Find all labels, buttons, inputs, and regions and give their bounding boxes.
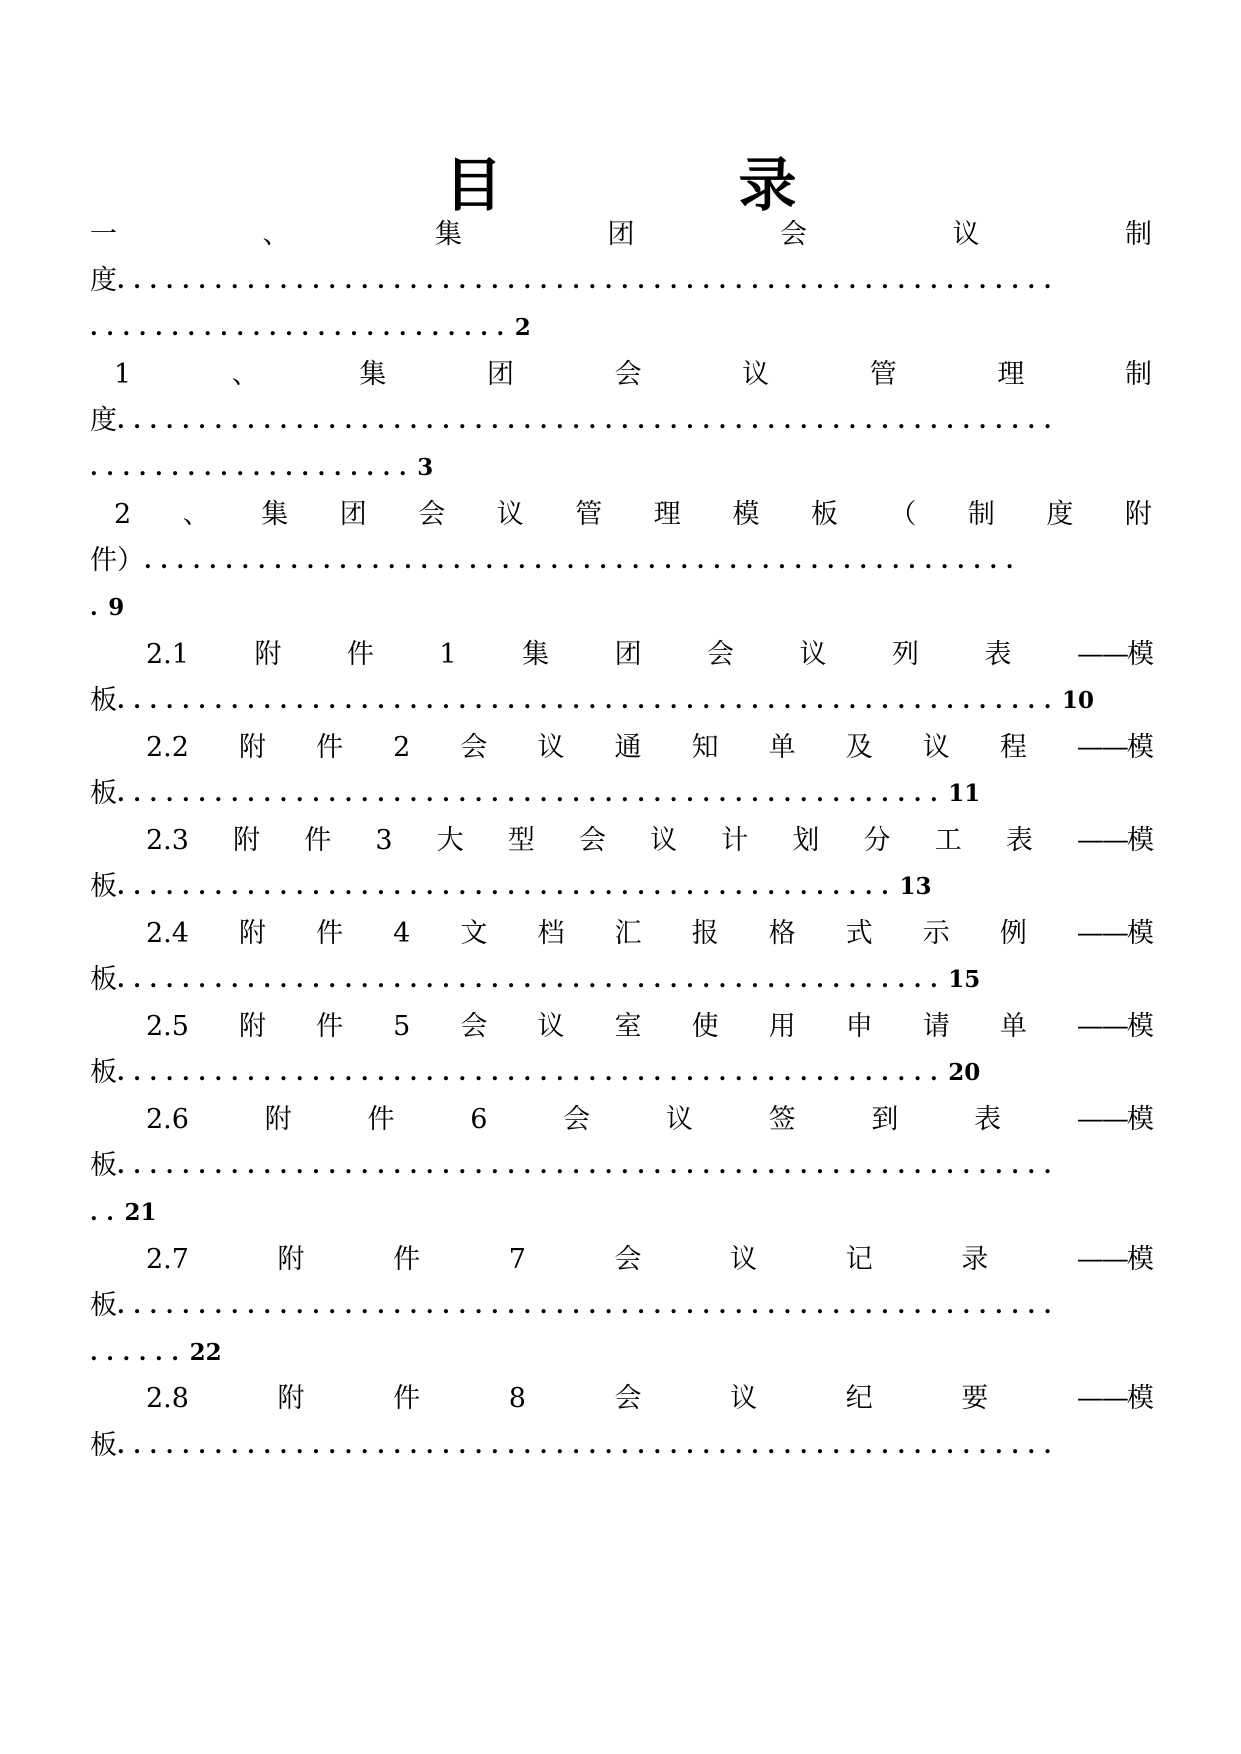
toc-heading-char: 列 bbox=[892, 639, 920, 670]
toc-heading-char: 附 bbox=[239, 732, 267, 763]
toc-heading-char: 板 bbox=[810, 499, 838, 530]
toc-heading-char: 2 bbox=[393, 732, 411, 763]
toc-heading-char: 用 bbox=[768, 1011, 796, 1042]
toc-heading-char: 制 bbox=[1124, 359, 1152, 390]
toc-heading-char: 度 bbox=[1046, 499, 1074, 530]
toc-page-number: 2 bbox=[514, 314, 531, 341]
toc-heading-char: 议 bbox=[730, 1383, 758, 1414]
toc-heading-char: 单 bbox=[999, 1011, 1027, 1042]
toc-leader-line bbox=[90, 957, 1152, 1003]
toc-heading-char: 集 bbox=[435, 219, 462, 250]
toc-heading-char: 议 bbox=[537, 732, 565, 763]
toc-heading-char: 及 bbox=[845, 732, 873, 763]
toc-heading-char: 件 bbox=[304, 825, 332, 856]
toc-heading-char: 集 bbox=[522, 639, 550, 670]
toc-heading-char: 、 bbox=[182, 499, 210, 530]
toc-heading-char: 件 bbox=[367, 1104, 395, 1135]
toc-leader-dots: .. bbox=[90, 1200, 123, 1226]
toc-heading-char: 4 bbox=[393, 918, 411, 949]
toc-heading-char: 议 bbox=[730, 1244, 758, 1275]
toc-page-number: 10 bbox=[1062, 687, 1095, 714]
toc-heading-char: 附 bbox=[1124, 499, 1152, 530]
toc-heading-char: 件 bbox=[316, 1011, 344, 1042]
toc-heading-char: 记 bbox=[845, 1244, 873, 1275]
toc-leader-dots: .......................................................... bbox=[117, 1293, 1061, 1319]
toc-leader-continuation bbox=[90, 1330, 1152, 1376]
toc-leader-dots: .................... bbox=[90, 455, 416, 481]
toc-heading-char: 1 bbox=[114, 359, 132, 390]
toc-heading-char: 工 bbox=[934, 825, 962, 856]
toc-heading-line bbox=[90, 1004, 1152, 1050]
toc-leader-start: 件） bbox=[90, 545, 144, 576]
toc-heading-char: 议 bbox=[742, 359, 770, 390]
toc-heading-char: 会 bbox=[614, 1383, 642, 1414]
toc-heading-char: 格 bbox=[768, 918, 796, 949]
toc-heading-line bbox=[90, 818, 1152, 864]
toc-heading-char: 5 bbox=[393, 1011, 411, 1042]
toc-heading-char: 一 bbox=[90, 219, 117, 250]
toc-page-number: 22 bbox=[189, 1339, 222, 1366]
toc-heading-char: 划 bbox=[792, 825, 820, 856]
toc-leader-line bbox=[90, 1050, 1152, 1096]
toc-heading-char: 大 bbox=[436, 825, 464, 856]
toc-heading-char: 2.3 bbox=[146, 825, 189, 856]
toc-heading-char: 使 bbox=[691, 1011, 719, 1042]
toc-heading-char: 团 bbox=[607, 219, 635, 250]
toc-heading-char: 表 bbox=[1005, 825, 1033, 856]
toc-heading-char: 会 bbox=[614, 1244, 642, 1275]
toc-heading-char: 汇 bbox=[614, 918, 642, 949]
toc-leader-dots: .......................................................... bbox=[117, 1433, 1061, 1459]
toc-heading-line bbox=[90, 911, 1152, 957]
toc-heading-char: 示 bbox=[922, 918, 950, 949]
toc-leader-continuation bbox=[90, 305, 1152, 351]
toc-heading-char: 档 bbox=[537, 918, 565, 949]
toc-heading-char: 理 bbox=[653, 499, 681, 530]
toc-heading-line bbox=[90, 632, 1152, 678]
toc-heading-char: 会 bbox=[460, 1011, 488, 1042]
toc-heading-char: 模 bbox=[732, 499, 760, 530]
toc-heading-char: 附 bbox=[277, 1383, 305, 1414]
toc-page-number: 13 bbox=[899, 873, 932, 900]
toc-title bbox=[0, 148, 1241, 222]
toc-heading-char: （ bbox=[889, 499, 917, 530]
toc-heading-char: 议 bbox=[650, 825, 678, 856]
toc-leader-dots: .......................................................... bbox=[117, 1153, 1061, 1179]
toc-heading-char: 要 bbox=[961, 1383, 989, 1414]
toc-leader-start: 板 bbox=[90, 1057, 117, 1088]
toc-heading-char: 知 bbox=[691, 732, 719, 763]
toc-leader-start: 板 bbox=[90, 1430, 117, 1461]
toc-heading-char: 会 bbox=[614, 359, 642, 390]
toc-heading-char: 议 bbox=[665, 1104, 693, 1135]
toc-leader-dots: ...... bbox=[90, 1340, 188, 1366]
toc-heading-char: 件 bbox=[316, 918, 344, 949]
toc-heading-char: 纪 bbox=[845, 1383, 873, 1414]
toc-leader-line bbox=[90, 538, 1152, 584]
toc-heading-char: 3 bbox=[375, 825, 393, 856]
toc-heading-char: 通 bbox=[614, 732, 642, 763]
toc-leader-line bbox=[90, 771, 1152, 817]
toc-leader-start: 度 bbox=[90, 265, 117, 296]
toc-heading-char: 8 bbox=[508, 1383, 526, 1414]
toc-leader-dots: ................................................... bbox=[117, 781, 947, 807]
toc-leader-dots: .......................................................... bbox=[117, 688, 1061, 714]
toc-heading-char: 议 bbox=[922, 732, 950, 763]
toc-leader-continuation bbox=[90, 1190, 1152, 1236]
toc-heading-char: 会 bbox=[707, 639, 735, 670]
toc-heading-char: 附 bbox=[239, 918, 267, 949]
toc-heading-char: 到 bbox=[871, 1104, 899, 1135]
toc-heading-char: ——模 bbox=[1076, 1104, 1152, 1135]
toc-heading-char: 程 bbox=[999, 732, 1027, 763]
toc-heading-char: 团 bbox=[339, 499, 367, 530]
toc-leader-dots: ................................................... bbox=[117, 1060, 947, 1086]
toc-leader-start: 板 bbox=[90, 1290, 117, 1321]
toc-heading-line bbox=[90, 492, 1152, 538]
toc-heading-char: 7 bbox=[508, 1244, 526, 1275]
toc-heading-char: 录 bbox=[961, 1244, 989, 1275]
toc-leader-line bbox=[90, 1283, 1152, 1329]
toc-page-number: 3 bbox=[417, 454, 434, 481]
toc-heading-char: 件 bbox=[393, 1244, 421, 1275]
toc-heading-char: 理 bbox=[997, 359, 1025, 390]
toc-heading-char: 2.7 bbox=[146, 1244, 189, 1275]
toc-heading-char: 议 bbox=[799, 639, 827, 670]
toc-heading-char: 签 bbox=[768, 1104, 796, 1135]
toc-heading-char: ——模 bbox=[1076, 918, 1152, 949]
toc-page-number: 11 bbox=[948, 780, 981, 807]
toc-leader-dots: ................................................... bbox=[117, 967, 947, 993]
toc-heading-char: 2.5 bbox=[146, 1011, 189, 1042]
toc-heading-char: ——模 bbox=[1076, 1244, 1152, 1275]
toc-heading-char: 集 bbox=[359, 359, 387, 390]
toc-heading-char: 、 bbox=[262, 219, 290, 250]
toc-heading-char: 2.6 bbox=[146, 1104, 189, 1135]
toc-title-char: 目 bbox=[444, 151, 503, 219]
toc-leader-dots: ................................................ bbox=[117, 874, 898, 900]
toc-heading-char: 议 bbox=[952, 219, 980, 250]
toc-heading-char: 会 bbox=[563, 1104, 591, 1135]
toc-heading-char: 式 bbox=[845, 918, 873, 949]
toc-leader-line bbox=[90, 398, 1152, 444]
toc-heading-char: 单 bbox=[768, 732, 796, 763]
toc-heading-char: 6 bbox=[470, 1104, 488, 1135]
toc-heading-char: 请 bbox=[922, 1011, 950, 1042]
toc-heading-char: 2 bbox=[114, 499, 132, 530]
toc-leader-line bbox=[90, 678, 1152, 724]
toc-heading-char: 计 bbox=[721, 825, 749, 856]
toc-heading-char: 例 bbox=[999, 918, 1027, 949]
toc-heading-char: 附 bbox=[264, 1104, 292, 1135]
toc-heading-char: 管 bbox=[869, 359, 897, 390]
toc-heading-char: 团 bbox=[614, 639, 642, 670]
toc-leader-line bbox=[90, 864, 1152, 910]
toc-leader-dots: ...................................................... bbox=[144, 548, 1022, 574]
toc-heading-char: ——模 bbox=[1076, 639, 1152, 670]
toc-heading-char: ——模 bbox=[1076, 825, 1152, 856]
toc-leader-dots: .......................................................... bbox=[117, 268, 1061, 294]
toc-heading-char: 会 bbox=[460, 732, 488, 763]
toc-heading-line bbox=[90, 725, 1152, 771]
toc-heading-char: 集 bbox=[261, 499, 289, 530]
toc-leader-start: 板 bbox=[90, 685, 117, 716]
toc-leader-dots: .......................... bbox=[90, 315, 513, 341]
toc-heading-char: 制 bbox=[1125, 219, 1152, 250]
toc-page-number: 9 bbox=[108, 594, 125, 621]
toc-heading-char: 会 bbox=[780, 219, 807, 250]
toc-leader-start: 板 bbox=[90, 871, 117, 902]
toc-heading-char: ——模 bbox=[1076, 1011, 1152, 1042]
toc-heading-char: 分 bbox=[863, 825, 891, 856]
toc-leader-start: 度 bbox=[90, 405, 117, 436]
toc-heading-char: 2.8 bbox=[146, 1383, 189, 1414]
toc-heading-char: 件 bbox=[316, 732, 344, 763]
toc-leader-start: 板 bbox=[90, 778, 117, 809]
toc-title-char: 录 bbox=[738, 151, 797, 219]
toc-heading-char: 附 bbox=[254, 639, 282, 670]
toc-heading-char: 型 bbox=[507, 825, 535, 856]
toc-heading-char: 2.2 bbox=[146, 732, 189, 763]
toc-heading-line bbox=[90, 1376, 1152, 1422]
toc-heading-char: 附 bbox=[233, 825, 261, 856]
toc-heading-char: 2.1 bbox=[146, 639, 189, 670]
toc-heading-char: 2.4 bbox=[146, 918, 189, 949]
toc-heading-char: ——模 bbox=[1076, 1383, 1152, 1414]
toc-heading-char: 议 bbox=[496, 499, 524, 530]
toc-heading-char: 申 bbox=[845, 1011, 873, 1042]
toc-leader-line bbox=[90, 1423, 1152, 1469]
toc-leader-dots: . bbox=[90, 595, 107, 621]
toc-leader-continuation bbox=[90, 445, 1152, 491]
toc-page-number: 15 bbox=[948, 966, 981, 993]
toc-heading-line bbox=[90, 352, 1152, 398]
toc-heading-char: 件 bbox=[346, 639, 374, 670]
toc-heading-char: ——模 bbox=[1076, 732, 1152, 763]
toc-heading-char: 、 bbox=[231, 359, 259, 390]
toc-leader-line bbox=[90, 1143, 1152, 1189]
toc-heading-line bbox=[90, 1097, 1152, 1143]
toc-heading-char: 附 bbox=[239, 1011, 267, 1042]
toc-heading-line bbox=[90, 1237, 1152, 1283]
toc-leader-continuation bbox=[90, 585, 1152, 631]
toc-heading-char: 报 bbox=[691, 918, 719, 949]
toc-heading-char: 管 bbox=[575, 499, 603, 530]
toc-leader-start: 板 bbox=[90, 1150, 117, 1181]
toc-heading-char: 会 bbox=[578, 825, 606, 856]
toc-leader-dots: .......................................................... bbox=[117, 408, 1061, 434]
toc-leader-start: 板 bbox=[90, 964, 117, 995]
toc-heading-char: 1 bbox=[439, 639, 457, 670]
toc-heading-char: 团 bbox=[486, 359, 514, 390]
toc-page-number: 21 bbox=[124, 1199, 157, 1226]
toc-heading-char: 制 bbox=[967, 499, 995, 530]
toc-heading-char: 件 bbox=[393, 1383, 421, 1414]
toc-heading-char: 议 bbox=[537, 1011, 565, 1042]
toc-heading-char: 表 bbox=[984, 639, 1012, 670]
toc-page-number: 20 bbox=[948, 1059, 981, 1086]
toc-heading-char: 表 bbox=[974, 1104, 1002, 1135]
toc-heading-char: 室 bbox=[614, 1011, 642, 1042]
toc-heading-char: 附 bbox=[277, 1244, 305, 1275]
toc-heading-char: 会 bbox=[418, 499, 446, 530]
toc-heading-line bbox=[90, 212, 1152, 258]
toc-leader-line bbox=[90, 258, 1152, 304]
toc-heading-char: 文 bbox=[460, 918, 488, 949]
